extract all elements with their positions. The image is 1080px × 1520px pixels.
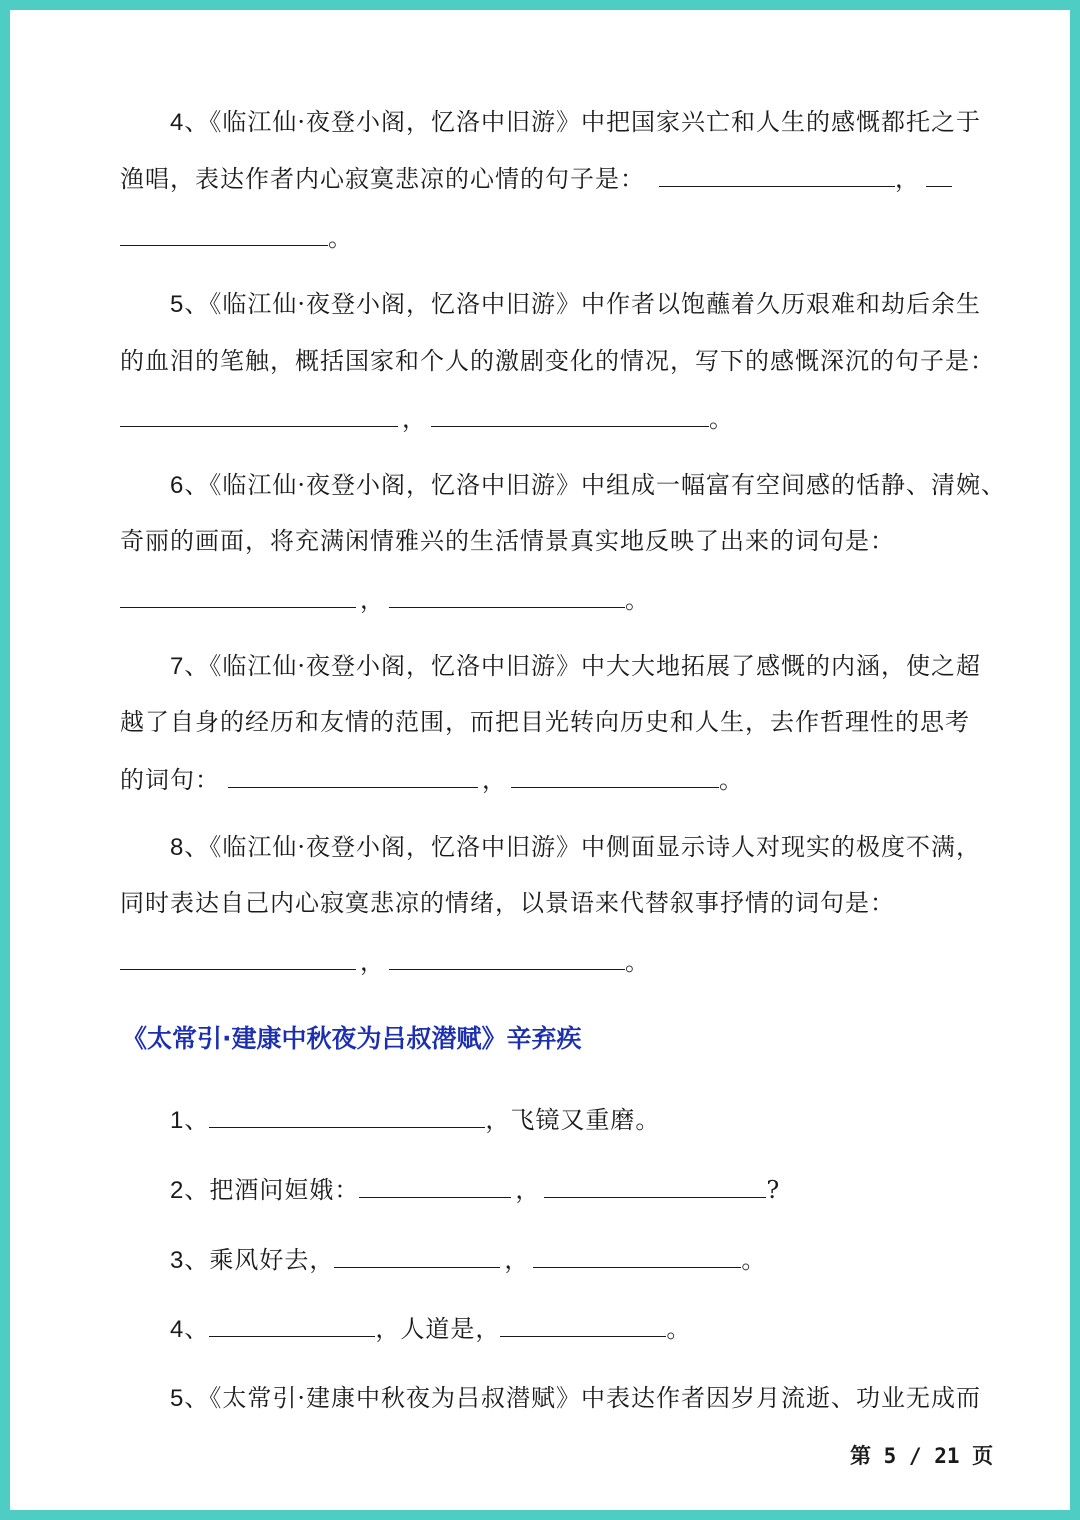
q5-line3 <box>120 403 734 435</box>
q4-text: 中把国家兴亡和人生的感慨都托之于 <box>581 108 981 136</box>
poem-title: 《临江仙·夜登小阁，忆洛中旧游》 <box>209 833 581 861</box>
p2-q3 <box>170 1244 766 1277</box>
q8-number: 8、 <box>170 834 210 861</box>
p2-q1 <box>170 1104 660 1137</box>
q8-line2 <box>120 887 895 919</box>
period: 。 <box>328 224 353 252</box>
answer-blank[interactable] <box>334 1245 500 1268</box>
period: 。 <box>741 1246 767 1274</box>
p2-q5-number: 5、 <box>170 1385 210 1412</box>
q8-text-2: 同时表达自己内心寂寞悲凉的情绪，以景语来代替叙事抒情的词句是： <box>120 889 895 917</box>
answer-blank[interactable] <box>228 765 478 788</box>
q5-number: 5、 <box>170 291 210 318</box>
p2-q1-number: 1、 <box>170 1107 210 1134</box>
answer-blank[interactable] <box>511 765 719 788</box>
separator: ， <box>402 405 427 433</box>
p2-q2-text: 把酒问姮娥： <box>209 1176 360 1204</box>
period: 。 <box>625 948 650 976</box>
p2-q5 <box>170 1382 981 1415</box>
poem-title: 《临江仙·夜登小阁，忆洛中旧游》 <box>209 471 581 499</box>
q7-text: 中大大地拓展了感慨的内涵，使之超 <box>581 652 981 680</box>
q7-number: 7、 <box>170 653 210 680</box>
q8-line1 <box>170 831 981 864</box>
p2-q4-number: 4、 <box>170 1316 210 1343</box>
answer-blank[interactable] <box>500 1314 666 1337</box>
period: 。 <box>719 766 744 794</box>
poem-title: 《临江仙·夜登小阁，忆洛中旧游》 <box>209 290 581 318</box>
poem-title: 《太常引·建康中秋夜为吕叔潜赋》 <box>209 1384 581 1412</box>
q4-text-2: 渔唱，表达作者内心寂寞悲凉的心情的句子是： <box>120 165 645 193</box>
q7-text-2: 越了自身的经历和友情的范围，而把目光转向历史和人生，去作哲理性的思考 <box>120 708 970 736</box>
p2-q3-number: 3、 <box>170 1247 210 1274</box>
answer-blank[interactable] <box>120 223 328 246</box>
q6-line1 <box>170 469 1006 502</box>
separator: ， <box>360 948 385 976</box>
q7-line3 <box>120 764 744 796</box>
p2-q3-text: 乘风好去， <box>209 1246 335 1274</box>
q5-text-2: 的血泪的笔触，概括国家和个人的激剧变化的情况，写下的感慨深沉的句子是： <box>120 347 995 375</box>
answer-blank[interactable] <box>209 1105 485 1128</box>
answer-blank[interactable] <box>120 585 356 608</box>
q4-line3 <box>120 222 353 254</box>
p2-q2 <box>170 1174 780 1207</box>
q6-line2 <box>120 525 895 557</box>
q5-line1 <box>170 288 981 321</box>
separator: ， <box>360 586 385 614</box>
q6-text: 中组成一幅富有空间感的恬静、清婉、 <box>581 471 1006 499</box>
answer-blank[interactable] <box>209 1314 375 1337</box>
answer-blank[interactable] <box>544 1175 766 1198</box>
period: 。 <box>709 405 734 433</box>
answer-blank[interactable] <box>120 947 356 970</box>
q4-number: 4、 <box>170 109 210 136</box>
question-mark: ? <box>766 1176 781 1204</box>
answer-blank[interactable] <box>389 947 625 970</box>
separator: ， <box>504 1246 530 1274</box>
q4-line1 <box>170 106 981 139</box>
poem-title: 《临江仙·夜登小阁，忆洛中旧游》 <box>209 652 581 680</box>
period: 。 <box>625 586 650 614</box>
p2-q1-text: ，飞镜又重磨。 <box>485 1106 661 1134</box>
q6-line3 <box>120 584 650 616</box>
q5-line2 <box>120 345 995 377</box>
q7-text-3: 的词句： <box>120 766 220 794</box>
answer-blank[interactable] <box>359 1175 511 1198</box>
answer-blank[interactable] <box>926 164 952 187</box>
answer-blank[interactable] <box>659 164 895 187</box>
answer-blank[interactable] <box>533 1245 741 1268</box>
p2-q5-text: 中表达作者因岁月流逝、功业无成而 <box>581 1384 981 1412</box>
q7-line1 <box>170 650 981 683</box>
p2-q4-text: ，人道是， <box>375 1315 501 1343</box>
q8-text: 中侧面显示诗人对现实的极度不满， <box>581 833 981 861</box>
separator: ， <box>482 766 507 794</box>
q5-text: 中作者以饱蘸着久历艰难和劫后余生 <box>581 290 981 318</box>
separator: ， <box>895 165 920 193</box>
q6-number: 6、 <box>170 472 210 499</box>
p2-q2-number: 2、 <box>170 1177 210 1204</box>
answer-blank[interactable] <box>120 404 398 427</box>
q4-line2 <box>120 163 952 195</box>
answer-blank[interactable] <box>389 585 625 608</box>
period: 。 <box>666 1315 692 1343</box>
page-number: 第 5 / 21 页 <box>850 1444 994 1468</box>
q6-text-2: 奇丽的画面，将充满闲情雅兴的生活情景真实地反映了出来的词句是： <box>120 527 895 555</box>
separator: ， <box>515 1176 541 1204</box>
answer-blank[interactable] <box>431 404 709 427</box>
poem-title: 《临江仙·夜登小阁，忆洛中旧游》 <box>209 108 581 136</box>
q7-line2 <box>120 706 970 738</box>
section-heading: 《太常引·建康中秋夜为吕叔潜赋》辛弃疾 <box>122 1024 582 1053</box>
p2-q4 <box>170 1313 691 1346</box>
q8-line3 <box>120 946 650 978</box>
